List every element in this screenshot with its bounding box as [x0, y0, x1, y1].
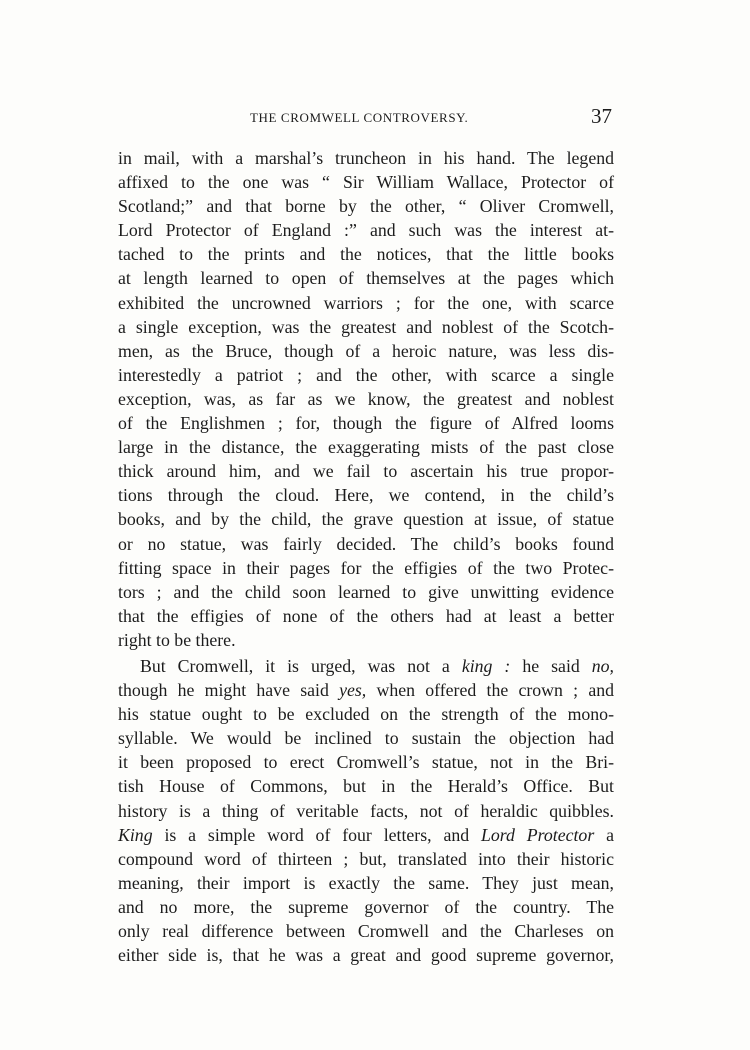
text-line: King is a simple word of four letters, and Lord Protector a — [118, 824, 614, 845]
italic-word: Lord Protector — [480, 824, 595, 845]
text-line: either side is, that he was a great and good supreme governor, — [118, 945, 614, 966]
text-line: large in the distance, the exaggerating mists of the past close — [118, 437, 614, 458]
text-line: that the effigies of none of the others had at least a better — [118, 605, 614, 626]
text-line: compound word of thirteen ; but, translated into their historic — [118, 848, 614, 869]
text-line: right to be there. — [118, 629, 236, 650]
text-line: thick around him, and we fail to ascertain his true propor- — [118, 461, 614, 482]
text-line: interestedly a patriot ; and the other, with scarce a single — [118, 364, 614, 385]
running-head — [118, 104, 614, 132]
text-line: Lord Protector of England :” and such was the interest at- — [118, 220, 614, 241]
text-line: tish House of Commons, but in the Herald’s Office. But — [118, 776, 614, 797]
text-line: history is a thing of veritable facts, not of heraldic quibbles. — [118, 800, 614, 821]
italic-word: King — [118, 824, 153, 845]
text-line: a single exception, was the greatest and noblest of the Scotch- — [118, 316, 614, 337]
italic-word: no, — [591, 655, 614, 676]
running-title: THE CROMWELL CONTROVERSY. — [250, 110, 469, 125]
text-line: men, as the Bruce, though of a heroic nature, was less dis- — [118, 340, 614, 361]
paragraph-2 — [118, 654, 614, 967]
text-line: syllable. We would be inclined to sustain the objection had — [118, 728, 614, 749]
text-line: his statue ought to be excluded on the strength of the mono- — [118, 704, 614, 725]
text-line: or no statue, was fairly decided. The child’s books found — [118, 533, 614, 554]
text-line: Scotland;” and that borne by the other, “ Oliver Cromwell, — [118, 196, 614, 217]
body-text — [118, 146, 614, 967]
text-line: affixed to the one was “ Sir William Wallace, Protector of — [118, 172, 614, 193]
text-line: and no more, the supreme governor of the country. The — [118, 896, 614, 917]
text-line: meaning, their import is exactly the same. They just mean, — [118, 872, 614, 893]
text-line: though he might have said yes, when offered the crown ; and — [118, 680, 614, 701]
text-line: tors ; and the child soon learned to give unwitting evidence — [118, 581, 614, 602]
text-line: of the Englishmen ; for, though the figure of Alfred looms — [118, 413, 614, 434]
text-line: at length learned to open of themselves at the pages which — [118, 268, 614, 289]
text-line: fitting space in their pages for the effigies of the two Protec- — [118, 557, 614, 578]
italic-word: yes, — [339, 680, 367, 701]
page-number: 37 — [591, 104, 612, 128]
text-line: exception, was, as far as we know, the greatest and noblest — [118, 388, 614, 409]
text-line: tions through the cloud. Here, we contend, in the child’s — [118, 485, 614, 506]
text-line: it been proposed to erect Cromwell’s statue, not in the Bri- — [118, 752, 614, 773]
text-line: in mail, with a marshal’s truncheon in his hand. The legend — [118, 148, 614, 168]
text-line: tached to the prints and the notices, that the little books — [118, 244, 614, 265]
text-line: But Cromwell, it is urged, was not a king : he said no, — [140, 655, 614, 676]
text-line: books, and by the child, the grave question at issue, of statue — [118, 509, 614, 530]
text-line: only real difference between Cromwell and the Charleses on — [118, 921, 614, 941]
paragraph-1 — [118, 146, 614, 652]
text-line: exhibited the uncrowned warriors ; for the one, with scarce — [118, 292, 614, 313]
italic-word: king : — [461, 655, 511, 676]
